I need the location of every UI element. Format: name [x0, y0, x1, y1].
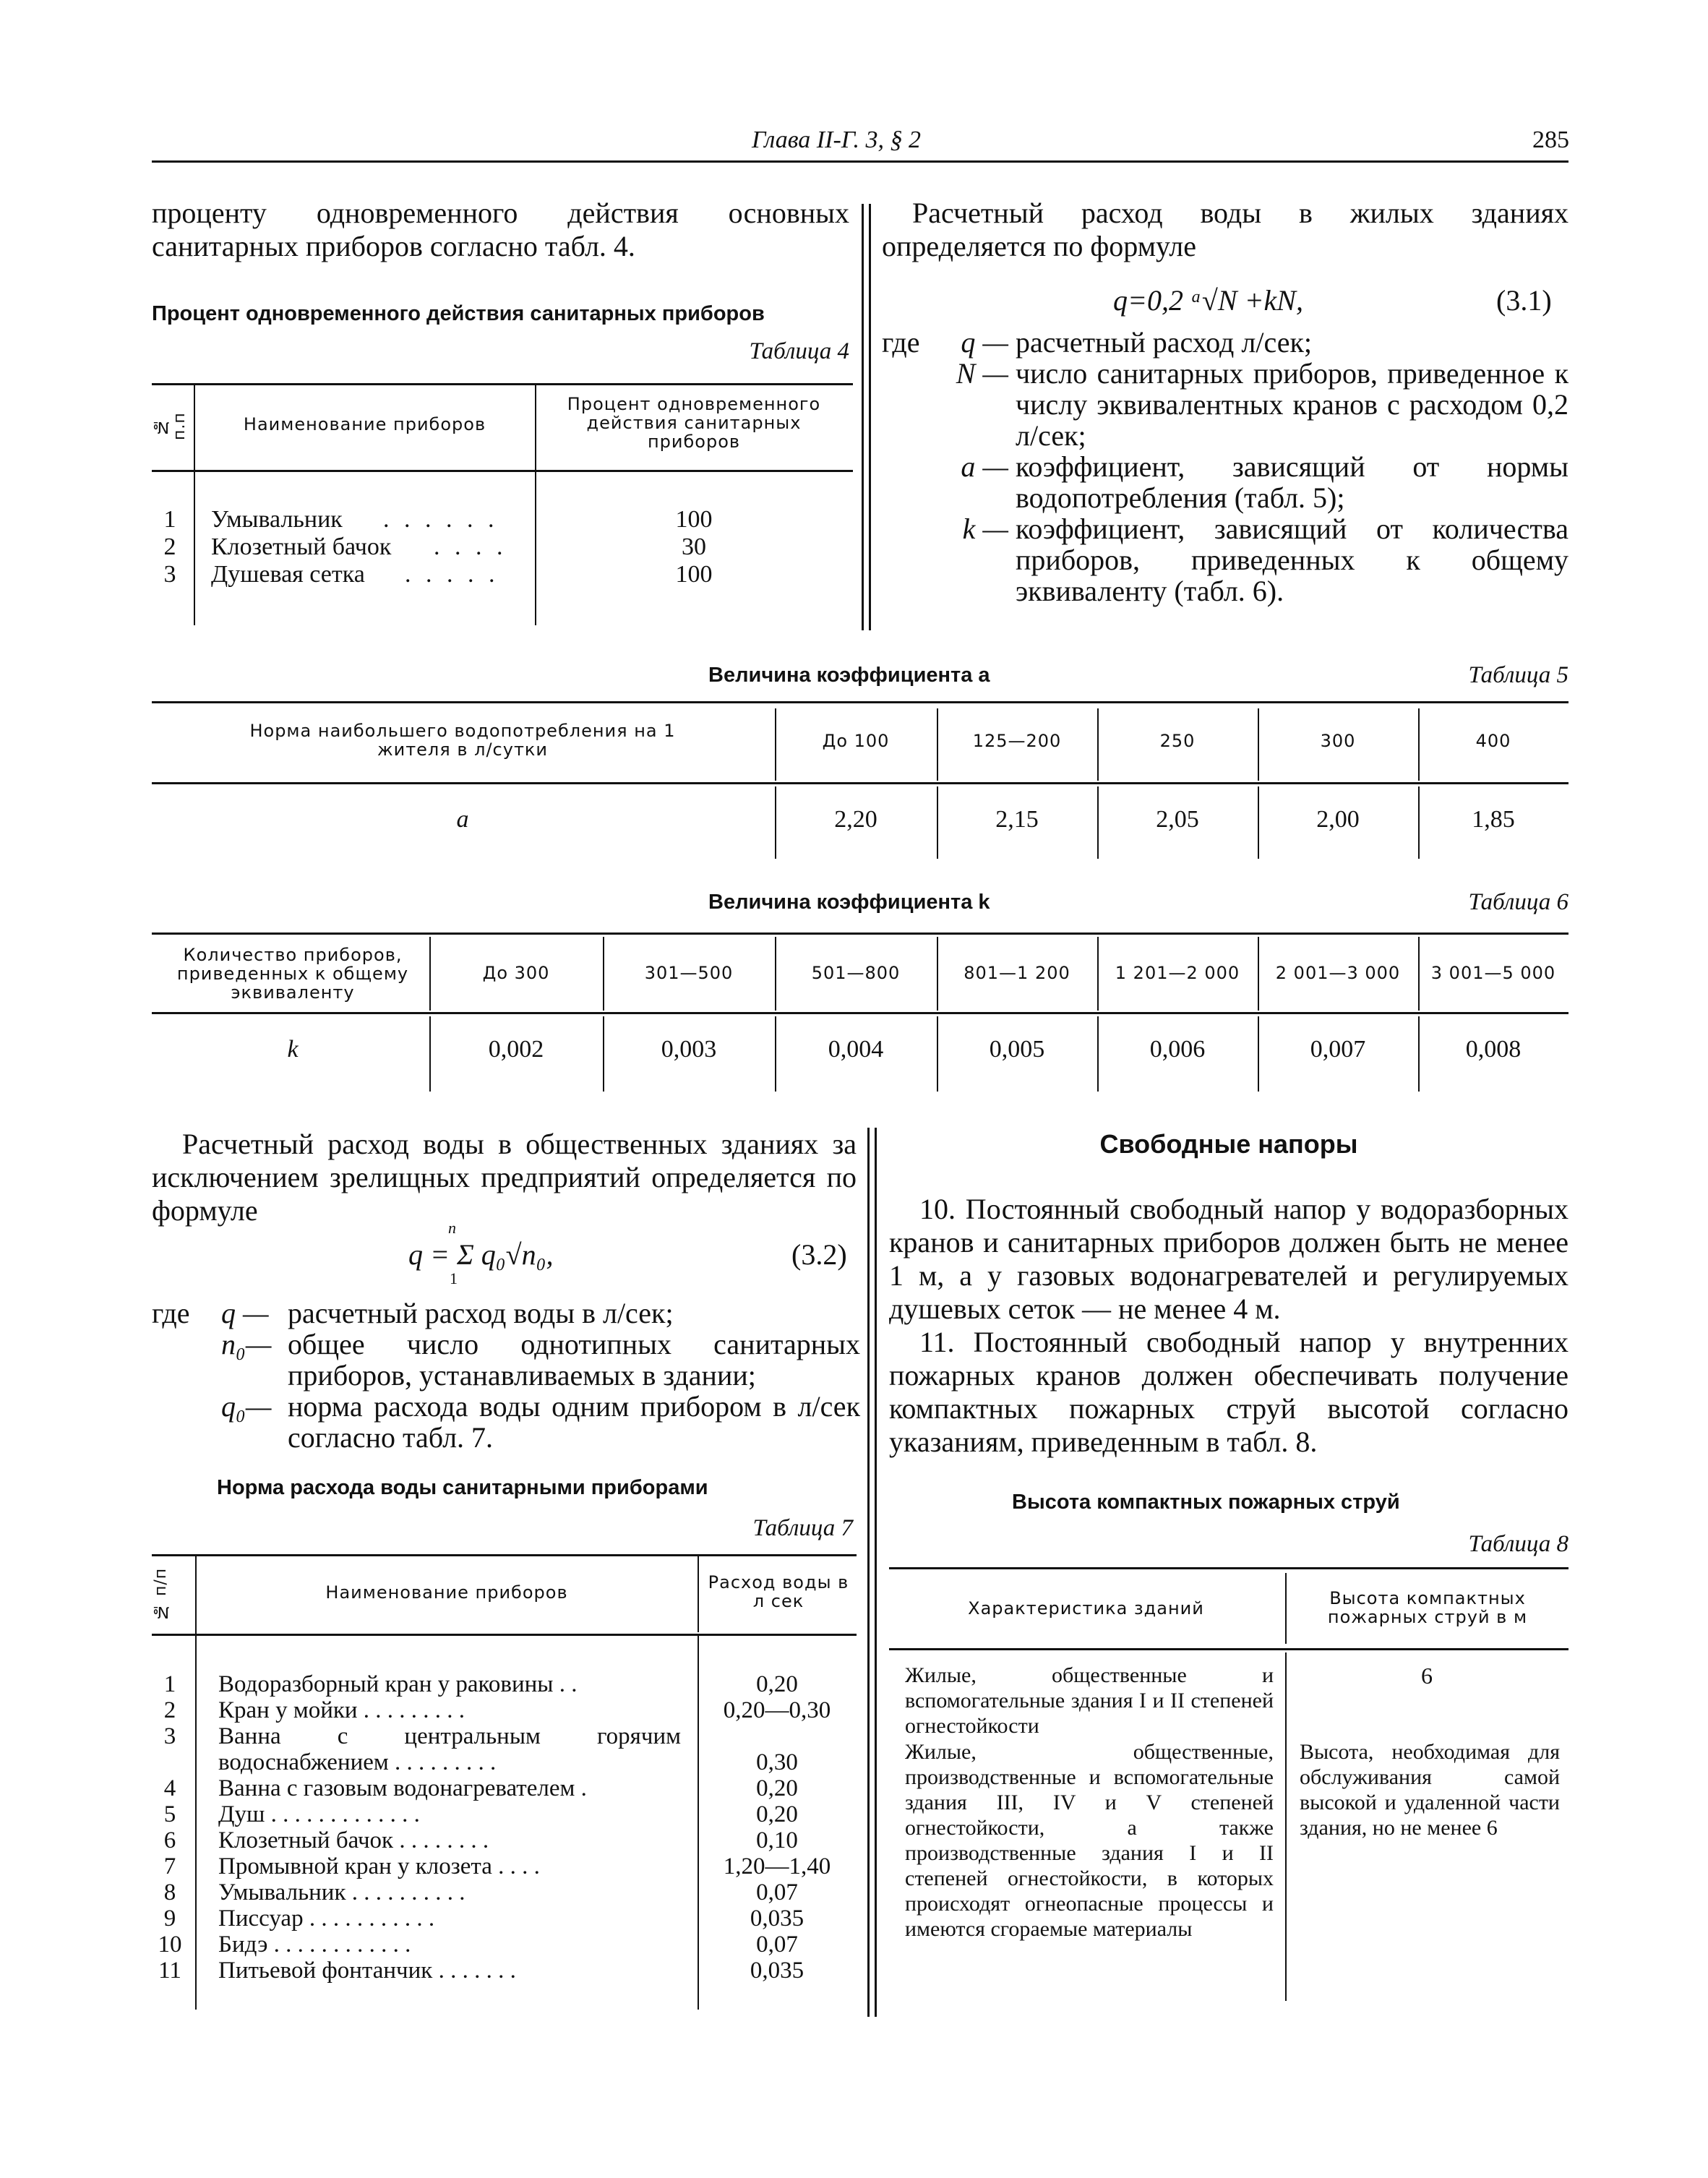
- table-row: 4 Ванна с газовым водонагревателем . 0,20: [163, 1775, 798, 1801]
- table-caption: Величина коэффициента k: [708, 891, 990, 914]
- def-text: расчетный расход л/сек;: [1016, 326, 1313, 359]
- table-row: 9 Писсуар . . . . . . . . . . . 0,035: [163, 1905, 804, 1932]
- formula-number: (3.1): [1496, 284, 1552, 317]
- header-cell: 3 001—5 000: [1430, 963, 1556, 983]
- header-cell: 501—800: [811, 963, 901, 983]
- where-label: где: [882, 326, 920, 359]
- table-row: 7 Промывной кран у клозета . . . . 1,20—1,40: [163, 1853, 831, 1879]
- column-divider: [862, 204, 864, 630]
- header-cell: Процент одновременного действия санитарных приборов: [567, 394, 821, 452]
- header-cell: 300: [1320, 731, 1356, 751]
- value-cell: 0,005: [989, 1036, 1045, 1063]
- header-cell: 2 001—3 000: [1275, 963, 1401, 983]
- header-cell: Количество приборов, приведенных к общему эквиваленту: [176, 945, 409, 1003]
- header-cell: Норма наибольшего водопотребления на 1 жителя в л/сутки: [249, 721, 676, 760]
- def-symbol: q —: [961, 326, 1008, 359]
- table-4: [152, 383, 853, 625]
- sum-upper-limit: n: [448, 1219, 456, 1237]
- section-heading: Свободные напоры: [1099, 1129, 1358, 1159]
- table-caption: Норма расхода воды санитарными приборами: [217, 1476, 708, 1499]
- table-row: 5 Душ . . . . . . . . . . . . . 0,20: [163, 1801, 798, 1827]
- value-cell: 2,15: [995, 806, 1039, 833]
- def-text: норма расхода воды одним прибором в л/сек согласно табл. 7.: [288, 1390, 860, 1454]
- table-caption: Высота компактных пожарных струй: [1012, 1491, 1400, 1514]
- header-cell: 801—1 200: [964, 963, 1070, 983]
- table-8: [889, 1567, 1568, 2001]
- value-cell: 2,00: [1316, 806, 1360, 833]
- value-cell: 0,004: [828, 1036, 884, 1063]
- column-divider: [875, 1128, 877, 2017]
- table-row: 8 Умывальник . . . . . . . . . . 0,07: [163, 1879, 798, 1905]
- formula: q=0,2 ᵃ√N +kN,: [1113, 284, 1303, 317]
- table-5: Норма наибольшего водопотребления на 1 жителя в л/сутки До 100 125—200 250 300 400 a 2,20 2,15 2,05 2,00 1,85: [152, 701, 1568, 866]
- table-row: 3 Душевая сетка . . . . . 100: [163, 561, 713, 588]
- table-row: 2 Кран у мойки . . . . . . . . . 0,20—0,30: [163, 1697, 831, 1723]
- header-cell: Наименование приборов: [325, 1582, 568, 1603]
- header-cell: Характеристика зданий: [968, 1598, 1204, 1619]
- value-cell: 1,85: [1472, 806, 1515, 833]
- header-cell: До 300: [482, 963, 550, 983]
- table-row: 11 Питьевой фонтанчик . . . . . . . 0,035: [158, 1958, 804, 1984]
- table-row: 10 Бидэ . . . . . . . . . . . . 0,07: [158, 1932, 798, 1958]
- def-symbol: n₀—: [221, 1328, 272, 1360]
- header-cell: 400: [1475, 731, 1511, 751]
- table-label: Таблица 8: [1468, 1531, 1568, 1557]
- def-text: коэффициент, зависящий от количества приборов, приведенных к общему эквиваленту (табл. 6).: [1016, 513, 1568, 607]
- paragraph: Расчетный расход воды в общественных зданиях за исключением зрелищных предприятий определяется по формуле: [152, 1128, 857, 1227]
- sum-lower-limit: 1: [450, 1269, 458, 1287]
- column-divider: [867, 1128, 870, 2017]
- def-text: коэффициент, зависящий от нормы водопотребления (табл. 5);: [1016, 450, 1568, 514]
- formula-text: q = Σ q₀√n₀,: [408, 1238, 554, 1271]
- value-cell: 0,008: [1465, 1036, 1522, 1063]
- table-cell: Жилые, общественные, производственные и вспомогательные здания III, IV и V степеней огнестойкости, а также производственные здания I и II степеней огнестойкости, в которых происходят огнеопасные процессы и имеются сгораемые материалы: [905, 1740, 1274, 1941]
- table-label: Таблица 5: [1468, 662, 1568, 688]
- value-cell: 2,05: [1156, 806, 1199, 833]
- column-divider: [869, 204, 871, 630]
- table-cell: Высота, необходимая для обслуживания самой высокой и удаленной части здания, но не менее 6: [1300, 1740, 1560, 1840]
- def-symbol: k —: [962, 513, 1008, 545]
- formula: [390, 1219, 679, 1287]
- row-label: k: [287, 1036, 299, 1063]
- header-cell: До 100: [822, 731, 890, 751]
- value-cell: 0,003: [661, 1036, 717, 1063]
- table-7: [152, 1554, 857, 2010]
- header-cell: Высота компактных пожарных струй в м: [1327, 1588, 1528, 1627]
- paragraph-10: 10. Постоянный свободный напор у водоразборных кранов и санитарных приборов должен быть не менее 1 м, а у газовых водонагревателей и регулируемых душевых сеток — не менее 4 м.: [889, 1193, 1568, 1325]
- paragraph: проценту одновременного действия основных санитарных приборов согласно табл. 4.: [152, 197, 849, 262]
- where-label: где: [152, 1297, 190, 1329]
- table-cell: 6: [1421, 1663, 1433, 1689]
- header-cell: 125—200: [972, 731, 1062, 751]
- table-row: 1 Умывальник . . . . . . 100: [163, 506, 713, 533]
- table-label: Таблица 4: [749, 338, 849, 364]
- table-body: [152, 506, 853, 588]
- header-cell: Расход воды в л сек: [708, 1572, 849, 1611]
- page-number: 285: [1532, 127, 1569, 153]
- header-rule: [152, 160, 1568, 163]
- table-row: 3 Ванна с центральным горячим водоснабжением . . . . . . . . . 0,30: [163, 1723, 798, 1775]
- formula-number: (3.2): [791, 1238, 847, 1271]
- header-cell: 250: [1159, 731, 1196, 751]
- header-cell: № п/п: [152, 1567, 170, 1621]
- def-symbol: a —: [961, 450, 1008, 483]
- header-cell: 1 201—2 000: [1115, 963, 1240, 983]
- def-symbol: q₀—: [221, 1390, 272, 1423]
- def-text: расчетный расход воды в л/сек;: [288, 1297, 674, 1329]
- header-cell: № п.п: [152, 412, 189, 441]
- table-cell: Жилые, общественные и вспомогательные здания I и II степеней огнестойкости: [905, 1663, 1274, 1738]
- table-row: 1 Водоразборный кран у раковины . . 0,20: [163, 1671, 798, 1697]
- paragraph-11: 11. Постоянный свободный напор у внутренних пожарных кранов должен обеспечивать получение компактных пожарных струй высотой согласно указаниям, приведенным в табл. 8.: [889, 1326, 1568, 1458]
- def-text: число санитарных приборов, приведенное к числу эквивалентных кранов с расходом 0,2 л/сек;: [1016, 357, 1568, 452]
- paragraph: Расчетный расход воды в жилых зданиях определяется по формуле: [882, 197, 1568, 262]
- table-caption: Величина коэффициента a: [708, 664, 990, 687]
- value-cell: 0,007: [1310, 1036, 1366, 1063]
- def-text: общее число однотипных санитарных приборов, устанавливаемых в здании;: [288, 1328, 860, 1392]
- table-row: 2 Клозетный бачок . . . . 30: [163, 533, 706, 560]
- table-label: Таблица 7: [752, 1515, 853, 1541]
- table-caption: Процент одновременного действия санитарных приборов: [152, 302, 765, 325]
- definitions: [152, 1298, 860, 1453]
- running-title: Глава II-Г. 3, § 2: [752, 127, 922, 153]
- header-cell: 301—500: [644, 963, 734, 983]
- table-6: [152, 932, 1568, 1093]
- value-cell: 0,002: [488, 1036, 544, 1063]
- table-body: [152, 1671, 857, 1984]
- value-cell: 0,006: [1149, 1036, 1206, 1063]
- table-label: Таблица 6: [1468, 889, 1568, 915]
- header-cell: Наименование приборов: [243, 414, 486, 434]
- value-cell: 2,20: [834, 806, 877, 833]
- def-symbol: N —: [956, 357, 1008, 390]
- definitions: [882, 327, 1568, 606]
- def-symbol: q —: [221, 1297, 269, 1329]
- table-row: 6 Клозетный бачок . . . . . . . . 0,10: [163, 1827, 798, 1853]
